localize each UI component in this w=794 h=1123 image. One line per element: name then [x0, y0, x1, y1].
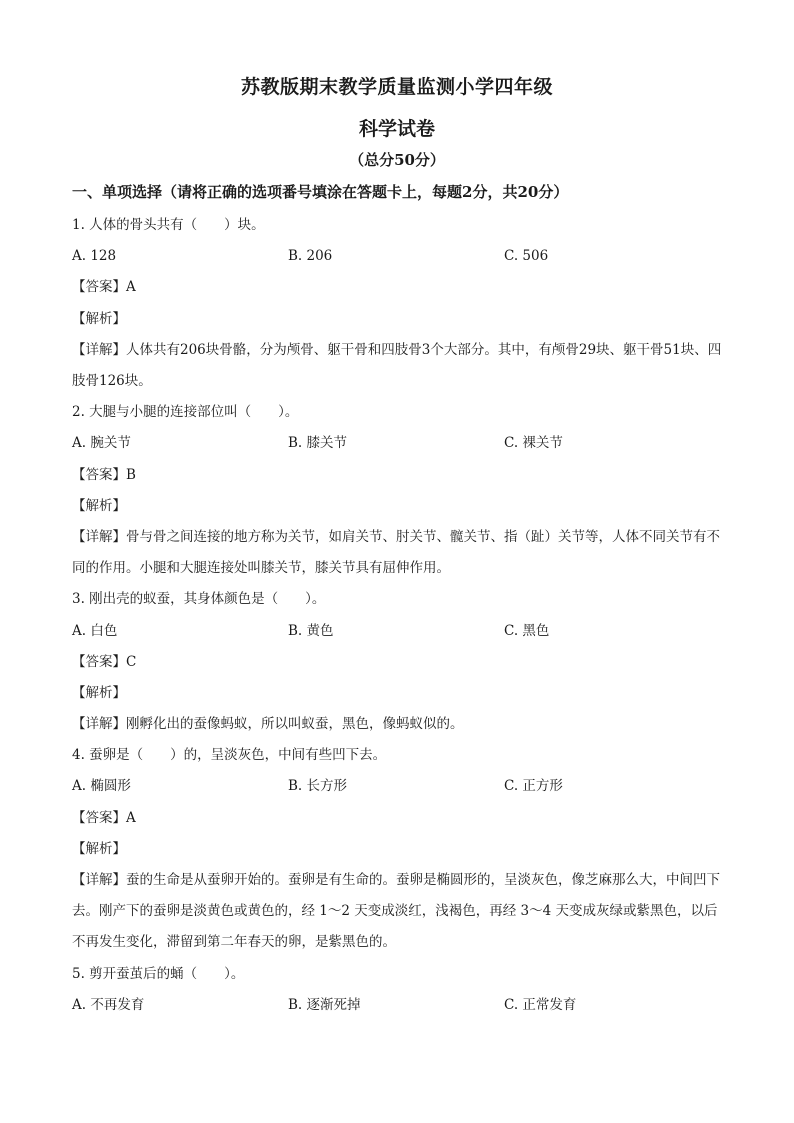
option-b: B. 206: [288, 248, 333, 265]
option-c: C. 裸关节: [504, 435, 563, 452]
question-stem: 3. 刚出壳的蚁蚕，其身体颜色是（ ）。: [72, 591, 326, 608]
analysis-label: 【解析】: [72, 684, 126, 701]
answer-line: 【答案】C: [72, 653, 137, 670]
exam-total-score: （总分50分）: [349, 151, 445, 169]
analysis-label: 【解析】: [72, 310, 126, 327]
answer-line: 【答案】A: [72, 279, 136, 296]
option-a: A. 白色: [72, 622, 118, 639]
option-c: C. 黑色: [504, 622, 550, 639]
analysis-label: 【解析】: [72, 840, 126, 857]
question-list: [72, 210, 722, 1021]
option-a: A. 椭圆形: [72, 778, 131, 795]
question-stem: 5. 剪开蚕茧后的蛹（ ）。: [72, 965, 245, 982]
question-options: [72, 241, 722, 272]
analysis-label: 【解析】: [72, 497, 126, 514]
detail-text: 【详解】骨与骨之间连接的地方称为关节，如肩关节、肘关节、髋关节、指（趾）关节等，人体不同关节有不同的作用。小腿和大腿连接处叫膝关节，膝关节具有屈伸作用。: [72, 528, 720, 577]
question-stem: 2. 大腿与小腿的连接部位叫（ ）。: [72, 404, 299, 421]
question-options: [72, 428, 722, 459]
question-stem: 4. 蚕卵是（ ）的，呈淡灰色，中间有些凹下去。: [72, 747, 387, 764]
exam-subtitle: 科学试卷: [358, 118, 435, 140]
question-options: [72, 616, 722, 647]
option-a: A. 128: [72, 248, 117, 265]
detail-text: 【详解】刚孵化出的蚕像蚂蚁，所以叫蚁蚕，黑色，像蚂蚁似的。: [72, 716, 464, 733]
option-a: A. 腕关节: [72, 435, 131, 452]
option-a: A. 不再发育: [72, 996, 145, 1013]
detail-text: 【详解】人体共有206块骨骼，分为颅骨、躯干骨和四肢骨3个大部分。其中，有颅骨29块、躯干骨51块、四肢骨126块。: [72, 341, 722, 389]
option-b: B. 长方形: [288, 778, 348, 795]
question-options: [72, 771, 722, 802]
question-options: [72, 990, 722, 1021]
option-c: C. 正方形: [504, 778, 563, 795]
option-c: C. 506: [504, 248, 549, 265]
answer-line: 【答案】A: [72, 809, 136, 826]
question-stem: 1. 人体的骨头共有（ ）块。: [72, 217, 265, 233]
section-heading: 一、单项选择（请将正确的选项番号填涂在答题卡上，每题2分，共20分）: [72, 183, 569, 201]
option-c: C. 正常发育: [504, 996, 577, 1013]
option-b: B. 黄色: [288, 622, 334, 639]
exam-title: 苏教版期末教学质量监测小学四年级: [240, 76, 553, 98]
option-b: B. 逐渐死掉: [288, 996, 361, 1013]
answer-line: 【答案】B: [72, 466, 136, 483]
detail-text: 【详解】蚕的生命是从蚕卵开始的。蚕卵是有生命的。蚕卵是椭圆形的，呈淡灰色，像芝麻那么大，中间凹下去。刚产下的蚕卵是淡黄色或黄色的，经 1～2 天变成淡红，浅褐色，再经 3～4 天变成灰绿或紫黑色，以后不再发生变化，滞留到第二年春天的卵，是紫黑色的。: [72, 872, 720, 951]
option-b: B. 膝关节: [288, 435, 348, 452]
